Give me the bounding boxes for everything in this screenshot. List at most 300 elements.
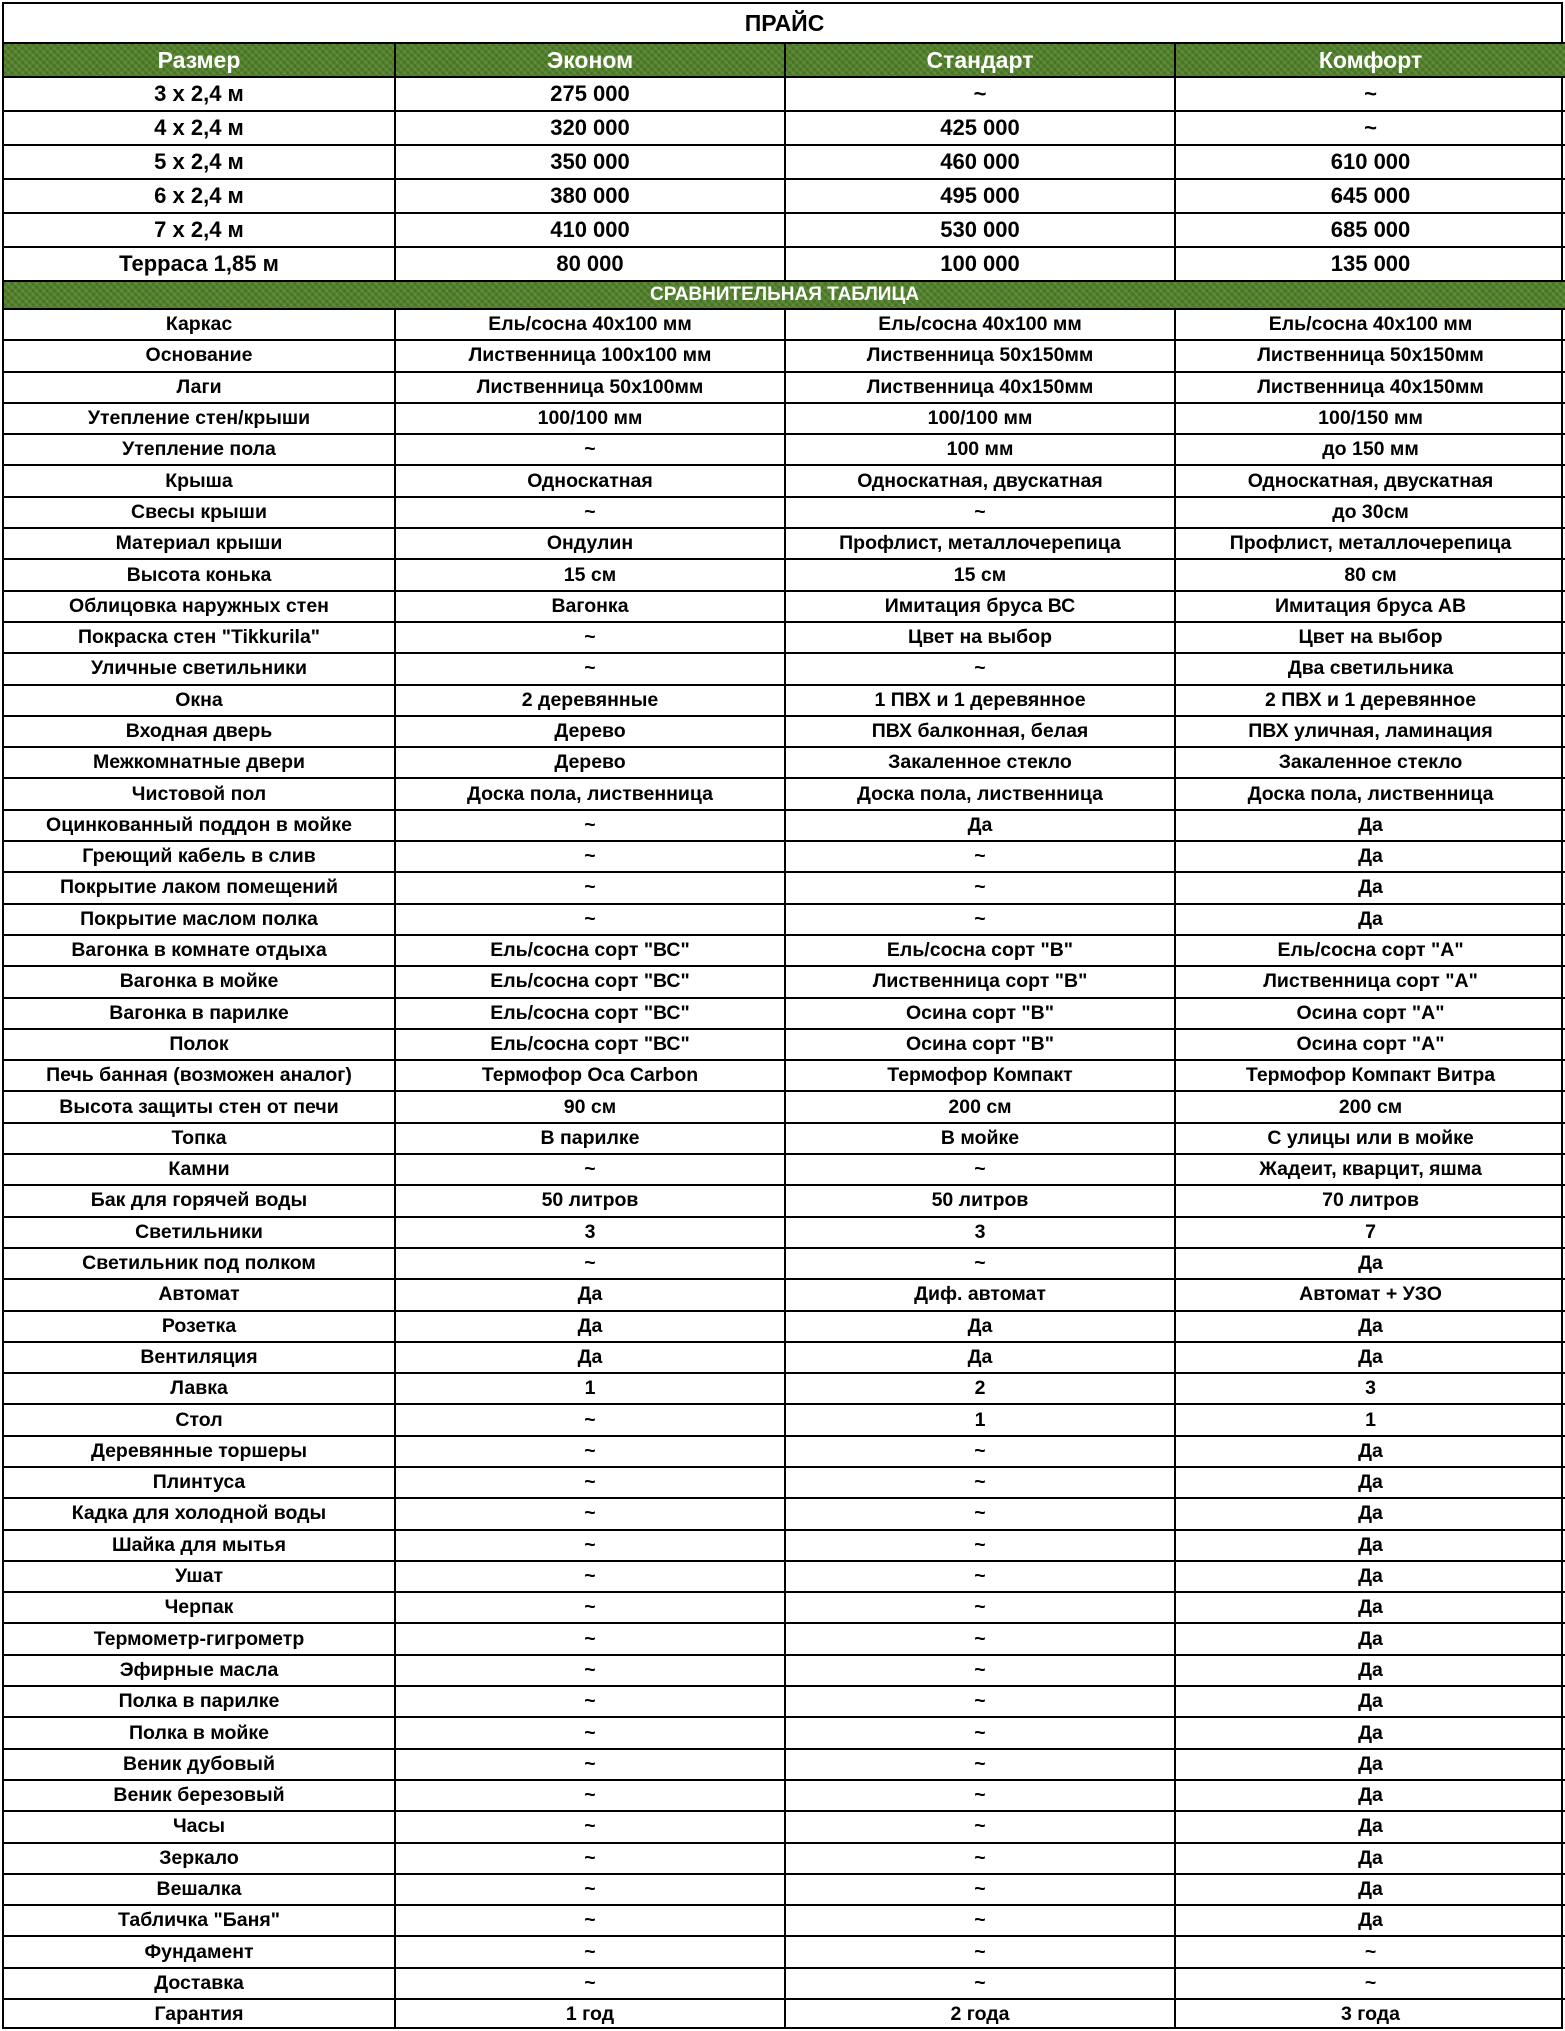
comparison-cell-feature: Кадка для холодной воды (4, 1498, 395, 1529)
comparison-cell-econom: Ель/сосна сорт "ВС" (395, 966, 785, 997)
comparison-cell-econom: ~ (395, 1154, 785, 1185)
comparison-cell-comfort: Да (1175, 1843, 1565, 1874)
comparison-cell-econom: ~ (395, 1248, 785, 1279)
comparison-row (4, 340, 1565, 371)
comparison-cell-comfort: 100/150 мм (1175, 403, 1565, 434)
comparison-cell-comfort: ~ (1175, 1968, 1565, 1999)
comparison-cell-comfort: С улицы или в мойке (1175, 1123, 1565, 1154)
comparison-cell-comfort: 7 (1175, 1217, 1565, 1248)
comparison-row (4, 1717, 1565, 1748)
comparison-cell-comfort: Осина сорт "А" (1175, 1029, 1565, 1060)
comparison-cell-comfort: Да (1175, 1248, 1565, 1279)
comparison-row (4, 1936, 1565, 1967)
comparison-cell-standard: ~ (785, 1530, 1175, 1561)
comparison-cell-feature: Черпак (4, 1592, 395, 1623)
comparison-cell-standard: ~ (785, 1749, 1175, 1780)
comparison-cell-standard: Ель/сосна 40x100 мм (785, 309, 1175, 340)
comparison-cell-standard: ~ (785, 653, 1175, 684)
comparison-cell-econom: В парилке (395, 1123, 785, 1154)
comparison-row (4, 778, 1565, 809)
comparison-cell-standard: 50 литров (785, 1185, 1175, 1216)
comparison-cell-comfort: Да (1175, 841, 1565, 872)
comparison-cell-feature: Печь банная (возможен аналог) (4, 1060, 395, 1091)
comparison-cell-econom: Ель/сосна сорт "ВС" (395, 998, 785, 1029)
comparison-row (4, 1467, 1565, 1498)
comparison-cell-comfort: Ель/сосна сорт "А" (1175, 935, 1565, 966)
comparison-cell-comfort: Да (1175, 1717, 1565, 1748)
comparison-cell-comfort: 200 см (1175, 1091, 1565, 1122)
comparison-cell-econom: ~ (395, 1717, 785, 1748)
comparison-row (4, 465, 1565, 496)
comparison-cell-standard: ~ (785, 1843, 1175, 1874)
price-cell-comfort: 645 000 (1175, 179, 1565, 213)
comparison-cell-standard: ~ (785, 872, 1175, 903)
comparison-cell-feature: Оцинкованный поддон в мойке (4, 810, 395, 841)
comparison-cell-standard: ~ (785, 1717, 1175, 1748)
comparison-cell-comfort: 1 (1175, 1404, 1565, 1435)
comparison-cell-feature: Чистовой пол (4, 778, 395, 809)
comparison-cell-comfort: 3 года (1175, 1999, 1565, 2029)
comparison-cell-comfort: Да (1175, 1780, 1565, 1811)
comparison-row (4, 872, 1565, 903)
comparison-row (4, 1530, 1565, 1561)
comparison-cell-feature: Свесы крыши (4, 497, 395, 528)
comparison-row (4, 998, 1565, 1029)
comparison-cell-comfort: ~ (1175, 1936, 1565, 1967)
comparison-cell-econom: 100/100 мм (395, 403, 785, 434)
comparison-cell-comfort: Да (1175, 1905, 1565, 1936)
comparison-row (4, 1060, 1565, 1091)
comparison-cell-econom: ~ (395, 1436, 785, 1467)
comparison-row (4, 716, 1565, 747)
comparison-cell-comfort: до 30см (1175, 497, 1565, 528)
comparison-row (4, 1311, 1565, 1342)
column-header-size: Размер (4, 43, 395, 77)
price-header-row (4, 43, 1565, 77)
comparison-cell-feature: Утепление стен/крыши (4, 403, 395, 434)
comparison-cell-feature: Топка (4, 1123, 395, 1154)
comparison-cell-econom: Ель/сосна сорт "ВС" (395, 1029, 785, 1060)
comparison-cell-standard: ~ (785, 1592, 1175, 1623)
comparison-cell-econom: ~ (395, 1874, 785, 1905)
price-cell-comfort: ~ (1175, 77, 1565, 111)
comparison-row (4, 434, 1565, 465)
comparison-row (4, 1342, 1565, 1373)
comparison-row (4, 1623, 1565, 1654)
price-row (4, 145, 1565, 179)
comparison-cell-comfort: 2 ПВХ и 1 деревянное (1175, 685, 1565, 716)
comparison-cell-comfort: Да (1175, 1436, 1565, 1467)
comparison-cell-econom: Дерево (395, 747, 785, 778)
comparison-cell-feature: Уличные светильники (4, 653, 395, 684)
comparison-cell-feature: Розетка (4, 1311, 395, 1342)
comparison-cell-standard: ~ (785, 1561, 1175, 1592)
comparison-cell-econom: Доска пола, лиственница (395, 778, 785, 809)
comparison-cell-standard: ~ (785, 1874, 1175, 1905)
comparison-cell-econom: ~ (395, 1843, 785, 1874)
comparison-cell-standard: ~ (785, 497, 1175, 528)
comparison-row (4, 1248, 1565, 1279)
price-row (4, 247, 1565, 281)
comparison-cell-feature: Часы (4, 1811, 395, 1842)
comparison-cell-econom: 3 (395, 1217, 785, 1248)
comparison-row (4, 685, 1565, 716)
comparison-cell-econom: ~ (395, 1686, 785, 1717)
comparison-cell-econom: ~ (395, 497, 785, 528)
price-cell-size: 5 x 2,4 м (4, 145, 395, 179)
comparison-cell-standard: ~ (785, 1686, 1175, 1717)
comparison-cell-comfort: 70 литров (1175, 1185, 1565, 1216)
price-cell-econom: 80 000 (395, 247, 785, 281)
comparison-cell-standard: Цвет на выбор (785, 622, 1175, 653)
comparison-row (4, 1811, 1565, 1842)
comparison-cell-comfort: Да (1175, 872, 1565, 903)
comparison-row (4, 622, 1565, 653)
comparison-cell-standard: ~ (785, 1623, 1175, 1654)
comparison-row (4, 497, 1565, 528)
comparison-cell-comfort: Да (1175, 810, 1565, 841)
comparison-cell-econom: Да (395, 1342, 785, 1373)
comparison-cell-standard: В мойке (785, 1123, 1175, 1154)
comparison-cell-comfort: Два светильника (1175, 653, 1565, 684)
price-row (4, 213, 1565, 247)
comparison-cell-comfort: Имитация бруса АВ (1175, 591, 1565, 622)
comparison-cell-standard: ~ (785, 1436, 1175, 1467)
comparison-cell-comfort: Жадеит, кварцит, яшма (1175, 1154, 1565, 1185)
comparison-cell-comfort: ПВХ уличная, ламинация (1175, 716, 1565, 747)
comparison-cell-feature: Межкомнатные двери (4, 747, 395, 778)
price-cell-standard: 425 000 (785, 111, 1175, 145)
comparison-cell-econom: ~ (395, 1905, 785, 1936)
comparison-cell-comfort: Лиственница 50x150мм (1175, 340, 1565, 371)
price-row (4, 179, 1565, 213)
comparison-cell-feature: Греющий кабель в слив (4, 841, 395, 872)
price-cell-size: 4 x 2,4 м (4, 111, 395, 145)
comparison-cell-econom: 1 (395, 1373, 785, 1404)
comparison-cell-standard: 100/100 мм (785, 403, 1175, 434)
comparison-cell-feature: Ушат (4, 1561, 395, 1592)
comparison-cell-feature: Утепление пола (4, 434, 395, 465)
price-cell-econom: 350 000 (395, 145, 785, 179)
comparison-row (4, 1686, 1565, 1717)
comparison-cell-econom: ~ (395, 1780, 785, 1811)
comparison-cell-econom: Лиственница 100x100 мм (395, 340, 785, 371)
comparison-cell-feature: Гарантия (4, 1999, 395, 2029)
title-row (4, 4, 1565, 43)
comparison-row (4, 559, 1565, 590)
comparison-row (4, 1185, 1565, 1216)
comparison-cell-comfort: Да (1175, 1498, 1565, 1529)
comparison-cell-standard: Диф. автомат (785, 1279, 1175, 1310)
comparison-cell-standard: 2 (785, 1373, 1175, 1404)
comparison-cell-econom: 50 литров (395, 1185, 785, 1216)
comparison-cell-standard: 200 см (785, 1091, 1175, 1122)
comparison-cell-standard: Осина сорт "В" (785, 998, 1175, 1029)
comparison-cell-feature: Покраска стен "Tikkurila" (4, 622, 395, 653)
comparison-cell-standard: ~ (785, 1467, 1175, 1498)
comparison-cell-comfort: Да (1175, 1749, 1565, 1780)
comparison-cell-comfort: Да (1175, 1874, 1565, 1905)
comparison-row (4, 1561, 1565, 1592)
comparison-cell-feature: Крыша (4, 465, 395, 496)
comparison-cell-econom: ~ (395, 1404, 785, 1435)
page-title: ПРАЙС (4, 4, 1565, 43)
comparison-row (4, 1498, 1565, 1529)
comparison-cell-comfort: Автомат + УЗО (1175, 1279, 1565, 1310)
price-cell-size: Терраса 1,85 м (4, 247, 395, 281)
comparison-row (4, 1968, 1565, 1999)
comparison-cell-comfort: Термофор Компакт Витра (1175, 1060, 1565, 1091)
comparison-cell-feature: Веник березовый (4, 1780, 395, 1811)
comparison-cell-standard: ~ (785, 1154, 1175, 1185)
comparison-cell-feature: Доставка (4, 1968, 395, 1999)
comparison-cell-econom: Да (395, 1279, 785, 1310)
comparison-cell-comfort: Лиственница сорт "А" (1175, 966, 1565, 997)
comparison-cell-standard: ПВХ балконная, белая (785, 716, 1175, 747)
comparison-cell-feature: Фундамент (4, 1936, 395, 1967)
comparison-cell-standard: ~ (785, 904, 1175, 935)
comparison-row (4, 528, 1565, 559)
comparison-cell-standard: 3 (785, 1217, 1175, 1248)
comparison-cell-comfort: Да (1175, 904, 1565, 935)
comparison-cell-standard: Лиственница 40x150мм (785, 372, 1175, 403)
column-header-standard: Стандарт (785, 43, 1175, 77)
comparison-cell-comfort: Доска пола, лиственница (1175, 778, 1565, 809)
comparison-cell-comfort: Да (1175, 1592, 1565, 1623)
comparison-cell-comfort: Да (1175, 1686, 1565, 1717)
comparison-cell-standard: Закаленное стекло (785, 747, 1175, 778)
comparison-title-row (4, 281, 1565, 309)
comparison-cell-comfort: 3 (1175, 1373, 1565, 1404)
comparison-cell-econom: ~ (395, 904, 785, 935)
comparison-row (4, 1373, 1565, 1404)
comparison-cell-standard: ~ (785, 1655, 1175, 1686)
comparison-cell-standard: Термофор Компакт (785, 1060, 1175, 1091)
comparison-cell-feature: Вагонка в парилке (4, 998, 395, 1029)
comparison-cell-econom: ~ (395, 1655, 785, 1686)
comparison-cell-comfort: Цвет на выбор (1175, 622, 1565, 653)
comparison-row (4, 1655, 1565, 1686)
comparison-row (4, 1436, 1565, 1467)
comparison-cell-feature: Деревянные торшеры (4, 1436, 395, 1467)
price-cell-size: 6 x 2,4 м (4, 179, 395, 213)
price-cell-comfort: 685 000 (1175, 213, 1565, 247)
comparison-row (4, 935, 1565, 966)
comparison-cell-standard: 15 см (785, 559, 1175, 590)
comparison-cell-feature: Шайка для мытья (4, 1530, 395, 1561)
comparison-cell-feature: Веник дубовый (4, 1749, 395, 1780)
comparison-cell-standard: Да (785, 1311, 1175, 1342)
comparison-cell-econom: ~ (395, 1467, 785, 1498)
comparison-cell-comfort: Осина сорт "А" (1175, 998, 1565, 1029)
comparison-cell-feature: Плинтуса (4, 1467, 395, 1498)
comparison-cell-standard: ~ (785, 1248, 1175, 1279)
comparison-cell-standard: Профлист, металлочерепица (785, 528, 1175, 559)
comparison-cell-comfort: Да (1175, 1530, 1565, 1561)
comparison-cell-comfort: Да (1175, 1342, 1565, 1373)
comparison-cell-econom: 90 см (395, 1091, 785, 1122)
comparison-cell-econom: ~ (395, 434, 785, 465)
price-cell-standard: 100 000 (785, 247, 1175, 281)
comparison-cell-comfort: Да (1175, 1467, 1565, 1498)
comparison-cell-feature: Высота конька (4, 559, 395, 590)
comparison-cell-comfort: Закаленное стекло (1175, 747, 1565, 778)
comparison-row (4, 309, 1565, 340)
comparison-cell-standard: 2 года (785, 1999, 1175, 2029)
comparison-cell-econom: ~ (395, 872, 785, 903)
comparison-cell-comfort: Да (1175, 1811, 1565, 1842)
comparison-row (4, 1029, 1565, 1060)
comparison-row (4, 1999, 1565, 2029)
comparison-row (4, 1154, 1565, 1185)
comparison-cell-feature: Вагонка в комнате отдыха (4, 935, 395, 966)
comparison-row (4, 1592, 1565, 1623)
price-row (4, 77, 1565, 111)
comparison-cell-feature: Покрытие маслом полка (4, 904, 395, 935)
comparison-cell-econom: ~ (395, 622, 785, 653)
column-header-econom: Эконом (395, 43, 785, 77)
comparison-cell-econom: ~ (395, 841, 785, 872)
comparison-cell-feature: Вагонка в мойке (4, 966, 395, 997)
price-cell-econom: 410 000 (395, 213, 785, 247)
comparison-row (4, 1749, 1565, 1780)
comparison-cell-feature: Каркас (4, 309, 395, 340)
price-cell-standard: 530 000 (785, 213, 1175, 247)
comparison-cell-econom: ~ (395, 1530, 785, 1561)
comparison-cell-econom: ~ (395, 810, 785, 841)
comparison-cell-standard: Да (785, 810, 1175, 841)
comparison-cell-econom: ~ (395, 1811, 785, 1842)
comparison-cell-standard: ~ (785, 1936, 1175, 1967)
comparison-cell-standard: Односкатная, двускатная (785, 465, 1175, 496)
comparison-cell-standard: 1 ПВХ и 1 деревянное (785, 685, 1175, 716)
column-header-comfort: Комфорт (1175, 43, 1565, 77)
comparison-cell-standard: ~ (785, 1498, 1175, 1529)
comparison-cell-standard: Осина сорт "В" (785, 1029, 1175, 1060)
comparison-cell-econom: Термофор Оса Carbon (395, 1060, 785, 1091)
comparison-cell-standard: ~ (785, 1811, 1175, 1842)
price-cell-standard: ~ (785, 77, 1175, 111)
comparison-row (4, 841, 1565, 872)
comparison-cell-econom: Да (395, 1311, 785, 1342)
comparison-cell-feature: Стол (4, 1404, 395, 1435)
comparison-cell-feature: Основание (4, 340, 395, 371)
comparison-cell-econom: Односкатная (395, 465, 785, 496)
comparison-cell-econom: Ель/сосна 40x100 мм (395, 309, 785, 340)
comparison-row (4, 1905, 1565, 1936)
comparison-cell-feature: Материал крыши (4, 528, 395, 559)
price-cell-comfort: ~ (1175, 111, 1565, 145)
comparison-cell-comfort: Ель/сосна 40x100 мм (1175, 309, 1565, 340)
comparison-cell-feature: Бак для горячей воды (4, 1185, 395, 1216)
comparison-cell-comfort: Односкатная, двускатная (1175, 465, 1565, 496)
comparison-cell-feature: Эфирные масла (4, 1655, 395, 1686)
comparison-row (4, 1123, 1565, 1154)
comparison-row (4, 1874, 1565, 1905)
comparison-cell-feature: Камни (4, 1154, 395, 1185)
comparison-title: СРАВНИТЕЛЬНАЯ ТАБЛИЦА (4, 281, 1565, 309)
comparison-cell-feature: Окна (4, 685, 395, 716)
comparison-row (4, 372, 1565, 403)
comparison-cell-econom: Вагонка (395, 591, 785, 622)
price-cell-econom: 380 000 (395, 179, 785, 213)
comparison-cell-econom: Ель/сосна сорт "ВС" (395, 935, 785, 966)
comparison-cell-standard: Ель/сосна сорт "В" (785, 935, 1175, 966)
comparison-row (4, 1843, 1565, 1874)
comparison-row (4, 966, 1565, 997)
comparison-cell-feature: Светильник под полком (4, 1248, 395, 1279)
comparison-cell-feature: Термометр-гигрометр (4, 1623, 395, 1654)
comparison-cell-feature: Полка в парилке (4, 1686, 395, 1717)
comparison-cell-econom: ~ (395, 1623, 785, 1654)
price-table (4, 4, 1565, 2029)
price-cell-standard: 495 000 (785, 179, 1175, 213)
price-row (4, 111, 1565, 145)
comparison-cell-standard: Да (785, 1342, 1175, 1373)
price-cell-econom: 320 000 (395, 111, 785, 145)
price-cell-size: 7 x 2,4 м (4, 213, 395, 247)
comparison-row (4, 747, 1565, 778)
price-cell-standard: 460 000 (785, 145, 1175, 179)
comparison-row (4, 653, 1565, 684)
comparison-cell-feature: Покрытие лаком помещений (4, 872, 395, 903)
comparison-row (4, 1279, 1565, 1310)
comparison-cell-feature: Полка в мойке (4, 1717, 395, 1748)
comparison-cell-comfort: Да (1175, 1623, 1565, 1654)
comparison-cell-feature: Автомат (4, 1279, 395, 1310)
comparison-cell-econom: ~ (395, 1498, 785, 1529)
comparison-cell-feature: Облицовка наружных стен (4, 591, 395, 622)
price-cell-econom: 275 000 (395, 77, 785, 111)
comparison-cell-econom: ~ (395, 1968, 785, 1999)
comparison-cell-econom: 1 год (395, 1999, 785, 2029)
comparison-cell-standard: Имитация бруса ВС (785, 591, 1175, 622)
comparison-cell-econom: Ондулин (395, 528, 785, 559)
comparison-cell-econom: Дерево (395, 716, 785, 747)
price-sheet (2, 2, 1563, 2029)
comparison-cell-standard: ~ (785, 1780, 1175, 1811)
comparison-cell-comfort: Да (1175, 1655, 1565, 1686)
comparison-cell-feature: Входная дверь (4, 716, 395, 747)
comparison-cell-standard: 100 мм (785, 434, 1175, 465)
comparison-cell-standard: 1 (785, 1404, 1175, 1435)
comparison-cell-standard: Лиственница сорт "В" (785, 966, 1175, 997)
comparison-cell-standard: Доска пола, лиственница (785, 778, 1175, 809)
price-cell-comfort: 610 000 (1175, 145, 1565, 179)
comparison-cell-feature: Зеркало (4, 1843, 395, 1874)
comparison-cell-feature: Высота защиты стен от печи (4, 1091, 395, 1122)
comparison-cell-standard: ~ (785, 841, 1175, 872)
comparison-row (4, 1404, 1565, 1435)
comparison-cell-comfort: Да (1175, 1311, 1565, 1342)
comparison-cell-comfort: 80 см (1175, 559, 1565, 590)
comparison-row (4, 403, 1565, 434)
comparison-cell-comfort: до 150 мм (1175, 434, 1565, 465)
comparison-cell-econom: ~ (395, 1592, 785, 1623)
comparison-cell-standard: ~ (785, 1905, 1175, 1936)
comparison-cell-econom: 15 см (395, 559, 785, 590)
comparison-cell-feature: Табличка "Баня" (4, 1905, 395, 1936)
comparison-row (4, 591, 1565, 622)
comparison-cell-feature: Лаги (4, 372, 395, 403)
comparison-cell-feature: Вешалка (4, 1874, 395, 1905)
comparison-cell-standard: Лиственница 50x150мм (785, 340, 1175, 371)
comparison-cell-comfort: Лиственница 40x150мм (1175, 372, 1565, 403)
comparison-row (4, 1091, 1565, 1122)
comparison-cell-econom: ~ (395, 1561, 785, 1592)
price-cell-comfort: 135 000 (1175, 247, 1565, 281)
comparison-cell-econom: Лиственница 50x100мм (395, 372, 785, 403)
